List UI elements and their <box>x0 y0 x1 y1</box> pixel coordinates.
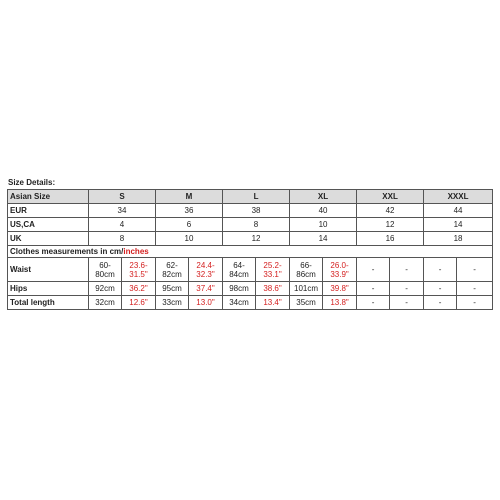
measurements-title <box>8 246 493 258</box>
size-chart-table <box>7 189 493 310</box>
table-cell: - <box>424 258 457 282</box>
table-cell: - <box>424 282 457 296</box>
table-cell: - <box>457 258 493 282</box>
table-row <box>8 204 493 218</box>
table-cell: - <box>390 282 424 296</box>
table-row <box>8 258 493 282</box>
table-cell: 10 <box>290 218 357 232</box>
table-row <box>8 232 493 246</box>
header-row <box>8 190 493 204</box>
table-cell: 40 <box>290 204 357 218</box>
table-cell: 6 <box>156 218 223 232</box>
header-size-m: M <box>156 190 223 204</box>
measurements-title-prefix: Clothes measurements in cm/ <box>10 247 124 256</box>
row-label: US,CA <box>8 218 89 232</box>
table-cell: 24.4- 32.3" <box>189 258 223 282</box>
table-cell: 60- 80cm <box>89 258 122 282</box>
header-label: Asian Size <box>8 190 89 204</box>
table-row <box>8 218 493 232</box>
table-cell: 16 <box>357 232 424 246</box>
header-size-xl: XL <box>290 190 357 204</box>
table-cell: 36 <box>156 204 223 218</box>
table-cell: 18 <box>424 232 493 246</box>
table-cell: 34 <box>89 204 156 218</box>
measurements-title-highlight: inches <box>123 247 149 256</box>
row-label: Hips <box>8 282 89 296</box>
table-cell: 34cm <box>223 296 256 310</box>
row-label: UK <box>8 232 89 246</box>
row-label: Waist <box>8 258 89 282</box>
table-cell: 92cm <box>89 282 122 296</box>
table-cell: - <box>457 296 493 310</box>
table-cell: 66- 86cm <box>290 258 323 282</box>
table-cell: - <box>357 258 390 282</box>
header-size-s: S <box>89 190 156 204</box>
table-cell: 39.8" <box>323 282 357 296</box>
header-size-xxxl: XXXL <box>424 190 493 204</box>
page-title: Size Details: <box>8 178 56 187</box>
table-cell: 13.8" <box>323 296 357 310</box>
table-cell: - <box>457 282 493 296</box>
table-cell: 26.0- 33.9" <box>323 258 357 282</box>
table-cell: - <box>357 296 390 310</box>
table-cell: 4 <box>89 218 156 232</box>
table-cell: 33cm <box>156 296 189 310</box>
table-cell: 13.4" <box>256 296 290 310</box>
table-cell: 8 <box>223 218 290 232</box>
table-cell: 12 <box>357 218 424 232</box>
table-cell: 13.0" <box>189 296 223 310</box>
table-cell: 14 <box>424 218 493 232</box>
table-cell: 36.2" <box>122 282 156 296</box>
table-cell: 12.6" <box>122 296 156 310</box>
table-cell: 38 <box>223 204 290 218</box>
table-row <box>8 296 493 310</box>
row-label: Total length <box>8 296 89 310</box>
table-cell: 8 <box>89 232 156 246</box>
table-cell: - <box>390 296 424 310</box>
table-cell: 98cm <box>223 282 256 296</box>
table-cell: 35cm <box>290 296 323 310</box>
table-cell: 14 <box>290 232 357 246</box>
table-cell: 25.2- 33.1" <box>256 258 290 282</box>
table-cell: 12 <box>223 232 290 246</box>
table-cell: 62- 82cm <box>156 258 189 282</box>
table-cell: 42 <box>357 204 424 218</box>
row-label: EUR <box>8 204 89 218</box>
header-size-l: L <box>223 190 290 204</box>
table-cell: 23.6- 31.5" <box>122 258 156 282</box>
table-row <box>8 282 493 296</box>
table-cell: 95cm <box>156 282 189 296</box>
table-cell: 101cm <box>290 282 323 296</box>
table-cell: 64- 84cm <box>223 258 256 282</box>
table-cell: - <box>424 296 457 310</box>
table-cell: 32cm <box>89 296 122 310</box>
table-cell: 10 <box>156 232 223 246</box>
table-cell: - <box>390 258 424 282</box>
table-cell: 38.6" <box>256 282 290 296</box>
table-cell: - <box>357 282 390 296</box>
measurements-section-row <box>8 246 493 258</box>
table-cell: 37.4" <box>189 282 223 296</box>
table-cell: 44 <box>424 204 493 218</box>
header-size-xxl: XXL <box>357 190 424 204</box>
